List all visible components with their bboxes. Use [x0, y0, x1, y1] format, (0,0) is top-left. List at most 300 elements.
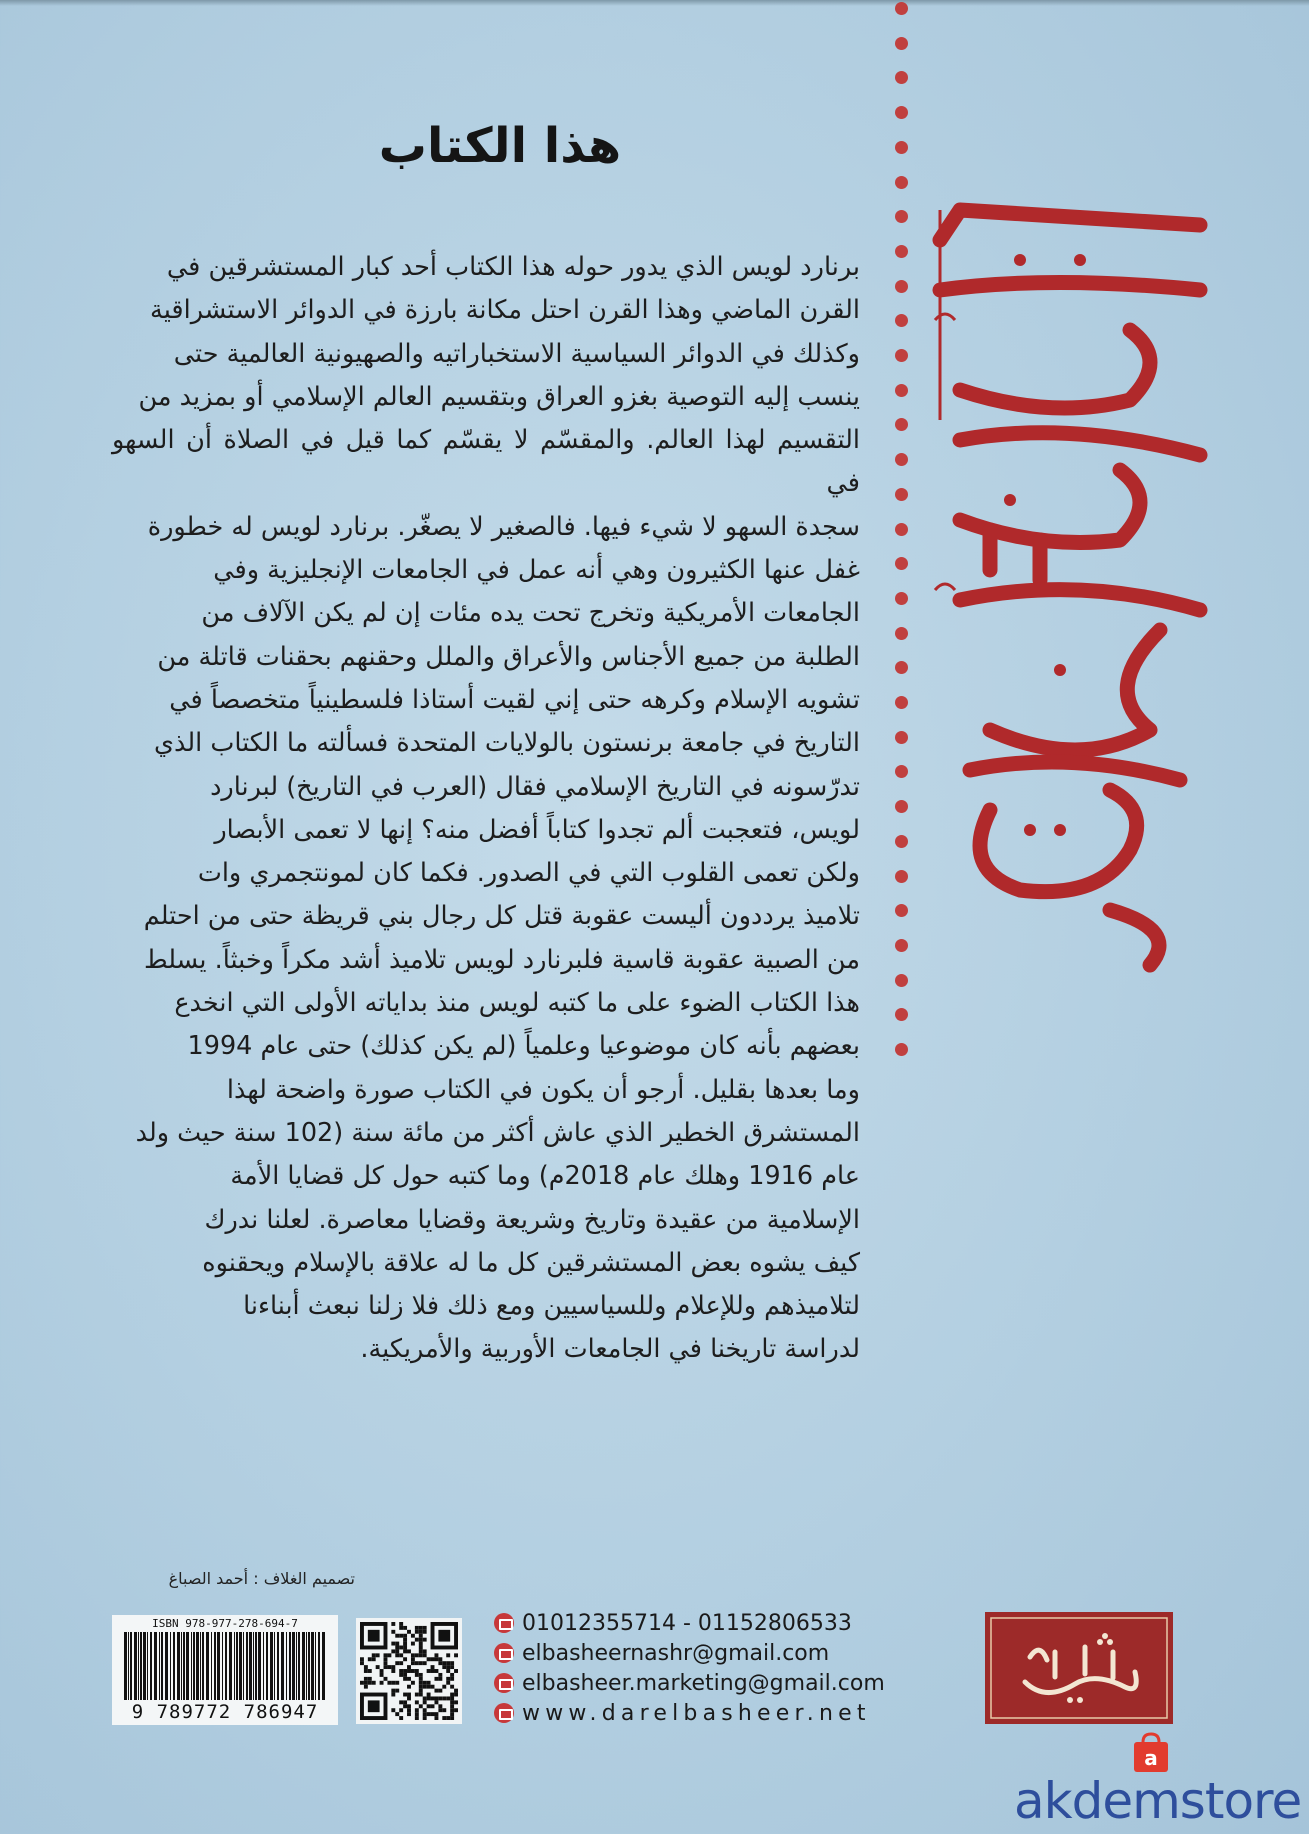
- qr-module: [415, 1716, 419, 1720]
- body-line: لدراسة تاريخنا في الجامعات الأوربية والأمريكية.: [360, 1334, 860, 1365]
- barcode-bar: [181, 1632, 182, 1700]
- qr-module: [423, 1712, 427, 1716]
- body-line: الإسلامية من عقيدة وتاريخ وشريعة وقضايا معاصرة. لعلنا ندرك: [204, 1204, 860, 1235]
- qr-module: [450, 1712, 454, 1716]
- qr-module: [384, 1653, 388, 1657]
- qr-module: [403, 1638, 407, 1642]
- body-line: تدرّسونه في التاريخ الإسلامي فقال (العرب في التاريخ) لبرنارد: [210, 771, 860, 802]
- qr-module: [384, 1665, 388, 1669]
- qr-module: [434, 1716, 438, 1720]
- qr-module: [446, 1677, 450, 1681]
- qr-module: [395, 1712, 399, 1716]
- barcode-bar: [229, 1632, 232, 1700]
- qr-module: [446, 1669, 450, 1673]
- qr-module: [423, 1661, 427, 1665]
- body-line: تلاميذ يرددون أليست عقوبة قتل كل رجال بني قريظة حتى من احتلم: [143, 901, 860, 932]
- qr-module: [403, 1669, 407, 1673]
- body-line: وكذلك في الدوائر السياسية الاستخباراتيه والصهيونية العالمية حتى: [173, 338, 860, 369]
- shopping-bag-icon: [1128, 1732, 1174, 1774]
- qr-module: [438, 1696, 442, 1700]
- qr-module: [372, 1681, 376, 1685]
- qr-module: [403, 1649, 407, 1653]
- barcode-bar: [292, 1632, 295, 1700]
- paper-edge: [0, 0, 1309, 6]
- barcode-bar: [183, 1632, 185, 1700]
- body-line: وما بعدها بقليل. أرجو أن يكون في الكتاب صورة واضحة لهذا: [226, 1074, 860, 1105]
- cover-design-credit: تصميم الغلاف : أحمد الصباغ: [168, 1569, 355, 1588]
- barcode-bar: [289, 1632, 291, 1700]
- section-title: هذا الكتاب: [378, 118, 622, 174]
- barcode-bar: [281, 1632, 284, 1700]
- qr-module: [450, 1661, 454, 1665]
- qr-module: [434, 1689, 438, 1693]
- contact-email-2[interactable]: [494, 1668, 974, 1698]
- qr-module: [419, 1653, 423, 1657]
- qr-module: [427, 1657, 431, 1661]
- qr-module: [391, 1693, 395, 1697]
- barcode-bar: [161, 1632, 163, 1700]
- barcode-bar: [234, 1632, 235, 1700]
- qr-module: [399, 1626, 403, 1630]
- qr-module: [395, 1646, 399, 1650]
- qr-module: [442, 1661, 446, 1665]
- barcode-bar: [173, 1632, 175, 1700]
- qr-module: [380, 1673, 384, 1677]
- qr-module: [454, 1693, 458, 1697]
- barcode-bar: [128, 1632, 129, 1700]
- qr-module: [391, 1665, 395, 1669]
- barcode-bar: [236, 1632, 238, 1700]
- qr-module: [454, 1669, 458, 1673]
- qr-module: [438, 1657, 442, 1661]
- qr-module: [454, 1708, 458, 1712]
- qr-module: [403, 1626, 407, 1630]
- qr-module: [419, 1638, 423, 1642]
- barcode-bar: [124, 1632, 127, 1700]
- barcode-bars: [120, 1632, 330, 1700]
- qr-module: [427, 1712, 431, 1716]
- qr-module: [427, 1696, 431, 1700]
- body-line: هذا الكتاب الضوء على ما كتبه لويس منذ بداياته الأولى التي انخدع: [174, 988, 860, 1019]
- qr-module: [446, 1661, 450, 1665]
- qr-module: [438, 1630, 450, 1642]
- barcode-bar: [253, 1632, 254, 1700]
- qr-module: [391, 1681, 395, 1685]
- qr-module: [399, 1669, 403, 1673]
- qr-module: [419, 1685, 423, 1689]
- publisher-logo-art: [985, 1612, 1173, 1724]
- barcode-bar: [165, 1632, 168, 1700]
- body-line: برنارد لويس الذي يدور حوله هذا الكتاب أحد كبار المستشرقين في: [166, 252, 860, 282]
- qr-module: [364, 1677, 368, 1681]
- divider-dot: [895, 1008, 908, 1021]
- book-description: [112, 246, 860, 1372]
- phone-icon: [494, 1613, 514, 1633]
- qr-module: [407, 1708, 411, 1712]
- publisher-contacts: [494, 1608, 974, 1728]
- qr-module: [411, 1653, 415, 1657]
- qr-module: [395, 1634, 399, 1638]
- email-address[interactable]: elbasheer.marketing@gmail.com: [522, 1670, 885, 1696]
- qr-module: [434, 1712, 438, 1716]
- qr-module: [395, 1642, 399, 1646]
- barcode-bar: [130, 1632, 132, 1700]
- barcode-bar: [263, 1632, 264, 1700]
- qr-module: [415, 1700, 419, 1704]
- qr-module: [415, 1661, 419, 1665]
- qr-module: [407, 1669, 411, 1673]
- barcode-bar: [211, 1632, 212, 1700]
- barcode-bar: [243, 1632, 244, 1700]
- qr-module: [368, 1677, 372, 1681]
- barcode-bar: [302, 1632, 305, 1700]
- qr-module: [415, 1630, 419, 1634]
- qr-module: [423, 1700, 427, 1704]
- qr-module: [419, 1630, 423, 1634]
- barcode-bar: [159, 1632, 160, 1700]
- qr-module: [423, 1626, 427, 1630]
- qr-module: [395, 1689, 399, 1693]
- divider-dot: [895, 37, 908, 50]
- barcode-bar: [134, 1632, 137, 1700]
- calligraphy-title-art: [900, 170, 1230, 980]
- qr-module: [399, 1646, 403, 1650]
- qr-module: [364, 1685, 368, 1689]
- barcode-bar: [222, 1632, 223, 1700]
- qr-module: [446, 1681, 450, 1685]
- qr-module: [399, 1673, 403, 1677]
- qr-module: [431, 1712, 435, 1716]
- qr-module: [403, 1642, 407, 1646]
- qr-module: [368, 1700, 380, 1712]
- qr-module: [395, 1653, 399, 1657]
- qr-module: [442, 1665, 446, 1669]
- qr-module: [407, 1685, 411, 1689]
- barcode-bar: [239, 1632, 242, 1700]
- qr-module: [403, 1704, 407, 1708]
- qr-module: [368, 1657, 372, 1661]
- qr-module: [391, 1622, 395, 1626]
- barcode-bar: [255, 1632, 257, 1700]
- barcode-bar: [154, 1632, 157, 1700]
- barcode-bar: [258, 1632, 261, 1700]
- qr-module: [403, 1700, 407, 1704]
- email-icon: [494, 1643, 514, 1663]
- phone-numbers: 01012355714 - 01152806533: [522, 1610, 852, 1636]
- qr-module: [438, 1708, 442, 1712]
- qr-module: [399, 1634, 403, 1638]
- qr-module: [434, 1653, 438, 1657]
- qr-code[interactable]: [356, 1618, 462, 1724]
- qr-module: [372, 1653, 376, 1657]
- qr-module: [446, 1696, 450, 1700]
- barcode-bar: [140, 1632, 142, 1700]
- barcode-bar: [147, 1632, 148, 1700]
- barcode-bar: [274, 1632, 275, 1700]
- qr-module: [442, 1685, 446, 1689]
- body-line: الجامعات الأمريكية وتخرج تحت يده مئات إن لم يكن الآلاف من: [201, 598, 860, 629]
- barcode-bar: [277, 1632, 279, 1700]
- qr-module: [419, 1661, 423, 1665]
- barcode-bar: [322, 1632, 325, 1700]
- qr-module: [450, 1716, 454, 1720]
- qr-module: [399, 1622, 403, 1626]
- barcode-bar: [186, 1632, 189, 1700]
- qr-module: [360, 1661, 364, 1665]
- qr-module: [380, 1681, 384, 1685]
- qr-module: [423, 1716, 427, 1720]
- body-line: ولكن تعمى القلوب التي في الصدور. فكما كان لمونتجمري وات: [197, 858, 860, 889]
- body-line: عام 1916 وهلك عام 2018م) وما كتبه حول كل قضايا الأمة: [230, 1161, 860, 1192]
- qr-module: [438, 1677, 442, 1681]
- qr-module: [415, 1653, 419, 1657]
- body-line: التقسيم لهذا العالم. والمقسّم لا يقسّم كما قيل في الصلاة أن السهو في: [112, 425, 860, 499]
- qr-module: [423, 1638, 427, 1642]
- qr-module: [446, 1716, 450, 1720]
- divider-dot: [895, 1043, 908, 1056]
- qr-module: [360, 1681, 364, 1685]
- qr-module: [442, 1716, 446, 1720]
- qr-module: [399, 1700, 403, 1704]
- qr-module: [376, 1665, 380, 1669]
- qr-module: [431, 1696, 435, 1700]
- qr-module: [450, 1696, 454, 1700]
- divider-dot: [895, 2, 908, 15]
- home-icon: [494, 1703, 514, 1723]
- barcode-bar: [206, 1632, 209, 1700]
- qr-module: [415, 1669, 419, 1673]
- qr-module: [407, 1693, 411, 1697]
- barcode-bar: [249, 1632, 252, 1700]
- body-line: التاريخ في جامعة برنستون بالولايات المتحدة فسألته ما الكتاب الذي: [154, 728, 860, 759]
- qr-module: [364, 1681, 368, 1685]
- qr-module: [368, 1630, 380, 1642]
- contact-phone: [494, 1608, 974, 1638]
- qr-module: [431, 1669, 435, 1673]
- barcode-bar: [315, 1632, 316, 1700]
- qr-module: [446, 1653, 450, 1657]
- qr-module: [419, 1693, 423, 1697]
- qr-module: [415, 1708, 419, 1712]
- store-watermark: akdemstore: [1014, 1772, 1302, 1830]
- qr-module: [387, 1681, 391, 1685]
- body-line: المستشرق الخطير الذي عاش أكثر من مائة سنة (102 سنة حيث ولد: [135, 1117, 860, 1148]
- qr-module: [415, 1673, 419, 1677]
- body-line: الطلبة من جميع الأجناس والأعراق والملل وحقنهم بحقنات قاتلة من: [157, 641, 860, 672]
- qr-module: [391, 1630, 395, 1634]
- barcode-bar: [318, 1632, 320, 1700]
- qr-module: [364, 1669, 368, 1673]
- website-url[interactable]: www.darelbasheer.net: [522, 1700, 871, 1726]
- qr-module: [419, 1704, 423, 1708]
- qr-module: [450, 1704, 454, 1708]
- qr-module: [384, 1677, 388, 1681]
- email-address[interactable]: elbasheernashr@gmail.com: [522, 1640, 830, 1666]
- barcode-bar: [225, 1632, 227, 1700]
- qr-module: [442, 1696, 446, 1700]
- qr-module: [431, 1657, 435, 1661]
- qr-module: [450, 1665, 454, 1669]
- qr-module: [411, 1642, 415, 1646]
- barcode-digits: 9 789772 786947: [131, 1701, 319, 1723]
- body-line: سجدة السهو لا شيء فيها. فالصغير لا يصغّر. برنارد لويس له خطورة: [147, 511, 860, 542]
- qr-module: [423, 1681, 427, 1685]
- qr-module: [407, 1665, 411, 1669]
- vertical-book-title: [900, 170, 1230, 980]
- qr-module: [403, 1657, 407, 1661]
- qr-module: [431, 1665, 435, 1669]
- qr-module: [450, 1708, 454, 1712]
- qr-module: [434, 1700, 438, 1704]
- contact-website[interactable]: [494, 1698, 974, 1728]
- qr-module: [419, 1634, 423, 1638]
- divider-dot: [895, 141, 908, 154]
- qr-module: [454, 1700, 458, 1704]
- qr-module: [427, 1693, 431, 1697]
- qr-module: [403, 1693, 407, 1697]
- qr-module: [419, 1673, 423, 1677]
- qr-module: [450, 1673, 454, 1677]
- qr-module: [423, 1696, 427, 1700]
- barcode-bar: [308, 1632, 310, 1700]
- qr-module: [387, 1665, 391, 1669]
- qr-module: [415, 1693, 419, 1697]
- qr-module: [403, 1673, 407, 1677]
- qr-module: [403, 1677, 407, 1681]
- qr-module: [391, 1649, 395, 1653]
- qr-module: [407, 1630, 411, 1634]
- qr-module: [380, 1669, 384, 1673]
- body-line: ينسب إليه التوصية بغزو العراق وبتقسيم العالم الإسلامي أو بمزيد من: [138, 381, 860, 412]
- qr-module: [403, 1646, 407, 1650]
- qr-module: [387, 1653, 391, 1657]
- qr-module: [411, 1661, 415, 1665]
- qr-module: [431, 1685, 435, 1689]
- qr-module: [395, 1681, 399, 1685]
- qr-module: [376, 1653, 380, 1657]
- qr-module: [419, 1689, 423, 1693]
- qr-module: [450, 1685, 454, 1689]
- qr-module: [454, 1653, 458, 1657]
- qr-module: [423, 1685, 427, 1689]
- qr-module: [403, 1634, 407, 1638]
- email-icon: [494, 1673, 514, 1693]
- body-line: تشويه الإسلام وكرهه حتى إني لقيت أستاذا فلسطينياً متخصصاً في: [169, 684, 860, 715]
- qr-module: [384, 1661, 388, 1665]
- qr-module: [419, 1681, 423, 1685]
- barcode-bar: [200, 1632, 201, 1700]
- qr-module: [391, 1689, 395, 1693]
- qr-module: [438, 1689, 442, 1693]
- barcode-bar: [286, 1632, 287, 1700]
- divider-dot: [895, 71, 908, 84]
- contact-email-1[interactable]: [494, 1638, 974, 1668]
- qr-module: [450, 1677, 454, 1681]
- qr-module: [415, 1626, 419, 1630]
- body-line: القرن الماضي وهذا القرن احتل مكانة بارزة في الدوائر الاستشراقية: [150, 295, 860, 326]
- qr-module: [423, 1653, 427, 1657]
- qr-module: [364, 1665, 368, 1669]
- barcode-bar: [296, 1632, 297, 1700]
- barcode-bar: [150, 1632, 152, 1700]
- qr-module: [407, 1712, 411, 1716]
- qr-module: [454, 1689, 458, 1693]
- barcode-bar: [177, 1632, 180, 1700]
- barcode-bar: [143, 1632, 146, 1700]
- barcode-bar: [191, 1632, 192, 1700]
- qr-module: [434, 1669, 438, 1673]
- qr-module: [438, 1673, 442, 1677]
- barcode-bar: [138, 1632, 139, 1700]
- qr-module: [372, 1657, 376, 1661]
- qr-module: [427, 1681, 431, 1685]
- qr-module: [415, 1638, 419, 1642]
- barcode-bar: [193, 1632, 195, 1700]
- qr-module: [368, 1681, 372, 1685]
- qr-module: [446, 1665, 450, 1669]
- barcode-bar: [170, 1632, 171, 1700]
- qr-module: [423, 1649, 427, 1653]
- body-line: من الصبية عقوبة قاسية فلبرنارد لويس تلاميذ أشد مكراً وخبثاً. يسلط: [143, 944, 860, 975]
- barcode-bar: [298, 1632, 300, 1700]
- qr-module: [434, 1677, 438, 1681]
- barcode-bar: [266, 1632, 268, 1700]
- qr-module: [419, 1677, 423, 1681]
- qr-module: [438, 1704, 442, 1708]
- qr-module: [407, 1677, 411, 1681]
- divider-dot: [895, 106, 908, 119]
- barcode-bar: [214, 1632, 216, 1700]
- barcode-bar: [196, 1632, 199, 1700]
- barcode-bar: [202, 1632, 204, 1700]
- qr-module: [411, 1681, 415, 1685]
- qr-module: [423, 1630, 427, 1634]
- barcode-bar: [306, 1632, 307, 1700]
- qr-module: [419, 1649, 423, 1653]
- qr-module: [399, 1708, 403, 1712]
- qr-module: [399, 1653, 403, 1657]
- isbn-label: ISBN 978-977-278-694-7: [152, 1617, 298, 1630]
- qr-module: [427, 1685, 431, 1689]
- barcode-bar: [311, 1632, 314, 1700]
- body-line: بعضهم بأنه كان موضوعيا وعلمياً (لم يكن كذلك) حتى عام 1994: [187, 1031, 860, 1062]
- qr-module: [434, 1657, 438, 1661]
- publisher-logo: [985, 1612, 1173, 1724]
- qr-module: [395, 1661, 399, 1665]
- qr-module: [450, 1700, 454, 1704]
- qr-module: [450, 1693, 454, 1697]
- barcode-bar: [270, 1632, 273, 1700]
- qr-module: [395, 1649, 399, 1653]
- qr-module: [427, 1669, 431, 1673]
- qr-module: [411, 1657, 415, 1661]
- body-line: غفل عنها الكثيرون وهي أنه عمل في الجامعات الإنجليزية وفي: [213, 555, 860, 586]
- body-line: لتلاميذهم وللإعلام وللسياسيين ومع ذلك فلا زلنا نبعث أبناءنا: [243, 1291, 860, 1322]
- qr-module: [423, 1708, 427, 1712]
- qr-module: [411, 1634, 415, 1638]
- qr-module: [438, 1661, 442, 1665]
- barcode-bar: [217, 1632, 220, 1700]
- qr-module: [399, 1716, 403, 1720]
- qr-module: [442, 1708, 446, 1712]
- qr-module: [419, 1626, 423, 1630]
- qr-module: [434, 1696, 438, 1700]
- body-line: لويس، فتعجبت ألم تجدوا كتاباً أفضل منه؟ إنها لا تعمى الأبصار: [214, 814, 860, 845]
- qr-module: [360, 1657, 364, 1661]
- qr-module: [415, 1712, 419, 1716]
- qr-module: [427, 1704, 431, 1708]
- qr-module: [399, 1661, 403, 1665]
